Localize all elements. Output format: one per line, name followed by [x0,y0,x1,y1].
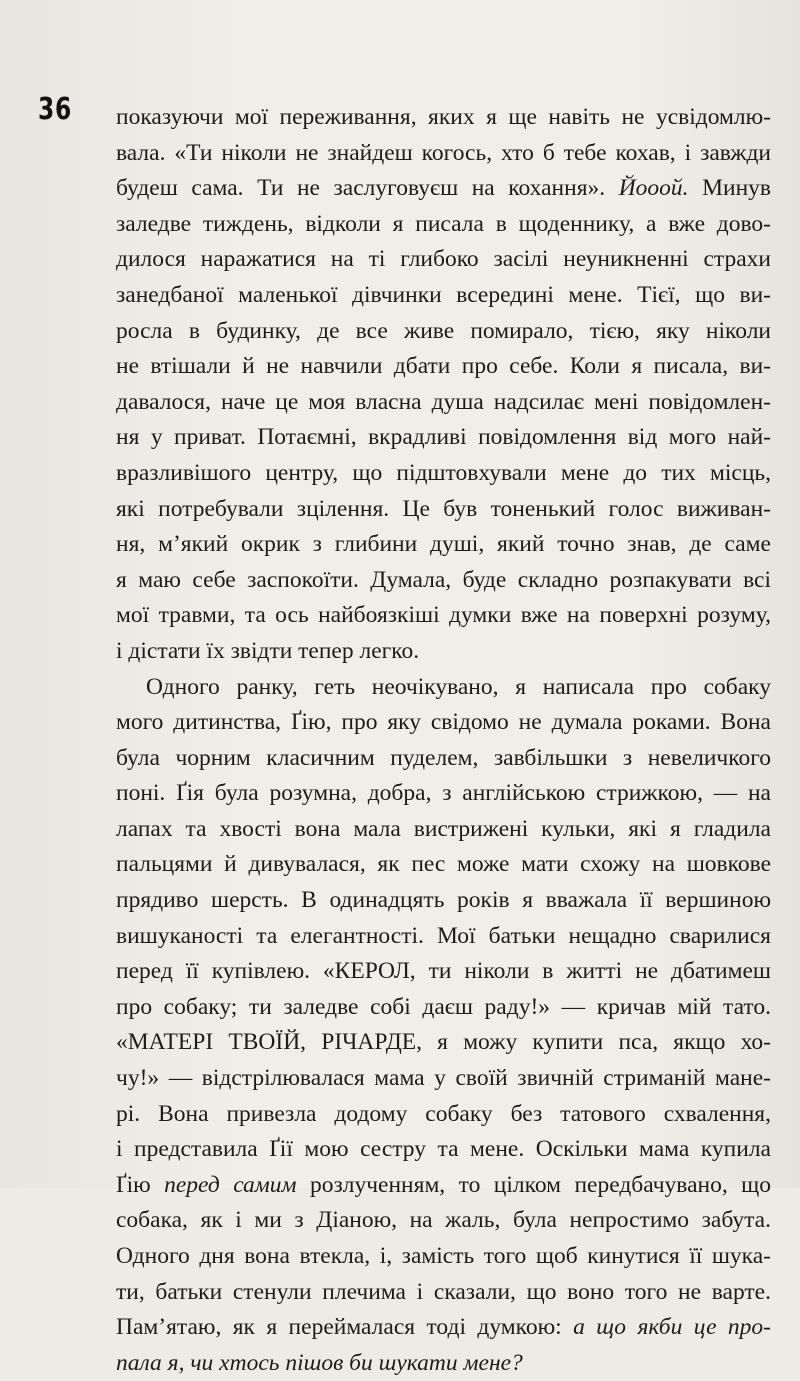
line-text: пальцями й дивувалася, як пес може мати схожу на шовкове [116,851,771,878]
line-text: які потребували зцілення. Це був тоненький голос виживан- [116,495,771,522]
line-text: я маю себе заспокоїти. Думала, буде складно розпакувати всі [116,566,771,593]
line-text: чу!» — відстрілювалася мама у своїй звичній стриманій мане- [116,1065,771,1092]
line-text: Одного дня вона втекла, і, замість того щоб кинутися її шука- [116,1243,771,1269]
text-line [116,314,771,350]
text-line [116,1061,771,1097]
line-text: Ґію [116,1171,165,1198]
text-line [116,1346,771,1381]
text-line [116,1310,771,1346]
page-number: 36 [38,92,73,127]
text-line [116,1132,771,1168]
line-text-after: розлученням, то цілком передбачувано, що [296,1171,771,1198]
text-line [116,1203,771,1239]
line-text: поні. Ґія була розумна, добра, з англійською стрижкою, — на [116,780,771,807]
line-text: будеш сама. Ти не заслуговуєш на кохання». [116,175,619,202]
text-line [116,278,771,314]
line-text: дилося наражатися на ті глибоко засілі неуникненні страхи [116,246,771,273]
text-line [116,136,771,172]
line-text: заледве тиждень, відколи я писала в щоденнику, а вже дово- [116,210,771,237]
text-line [116,1168,771,1204]
line-text: «МАТЕРІ ТВОЇЙ, РІЧАРДЕ, я можу купити пса, якщо хо- [116,1029,771,1056]
line-text: про собаку; ти заледве собі даєш раду!» — кричав мій тато. [116,993,771,1020]
text-line [116,385,771,421]
line-text: росла в будинку, де все живе помирало, тією, яку ніколи [116,317,771,344]
line-text: була чорним класичним пуделем, завбільшки з невеличкого [116,744,771,771]
text-line [116,492,771,528]
text-line [116,954,771,990]
line-text: Одного ранку, геть неочікувано, я написала про собаку [146,673,771,700]
line-text: вразливішого центру, що підштовхували мене до тих місць, [116,459,771,486]
text-line [116,634,771,670]
italic-text: а що якби це про- [573,1314,771,1341]
line-text: лапах та хвості вона мала вистрижені кульки, які я гладила [116,815,771,842]
text-line [116,1025,771,1061]
line-text: і представила Ґії мою сестру та мене. Оскільки мама купила [116,1136,771,1163]
text-line [116,883,771,919]
line-text: ня у приват. Потаємні, вкрадливі повідомлення від мого най- [116,424,771,451]
line-text: показуючи мої переживання, яких я ще навіть не усвідомлю- [116,104,771,130]
line-text: вишуканості та елегантності. Мої батьки нещадно сварилися [116,922,771,949]
line-text: ти, батьки стенули плечима і сказали, що воно того не варте. [116,1278,771,1305]
text-line [116,1239,771,1275]
italic-text: пала я, чи хтось пішов би шукати мене? [116,1349,523,1376]
text-line [116,598,771,634]
text-line [116,242,771,278]
text-line [116,847,771,883]
text-line [116,100,771,136]
text-line [116,776,771,812]
text-line [116,990,771,1026]
line-text: собака, як і ми з Діаною, на жаль, була непростимо забута. [116,1207,771,1234]
text-line [116,741,771,777]
line-text-after: Минув [688,175,771,202]
body-text [116,100,771,1381]
text-line [116,812,771,848]
line-text: вала. «Ти ніколи не знайдеш когось, хто б тебе кохав, і завжди [116,139,771,166]
text-line [116,171,771,207]
text-line [116,207,771,243]
text-line [116,456,771,492]
italic-text: перед самим [164,1171,297,1198]
line-text: прядиво шерсть. В одинадцять років я вважала її вершиною [116,887,771,914]
text-line [116,563,771,599]
text-line [116,527,771,563]
line-text: давалося, наче це моя власна душа надсилає мені повідомлен- [116,388,771,415]
text-line [116,420,771,456]
text-line [116,349,771,385]
line-text: занедбаної маленької дівчинки всередині мене. Тієї, що ви- [116,281,771,308]
line-text: і дістати їх звідти тепер легко. [116,637,420,664]
text-line [116,670,771,706]
line-text: ня, м’який окрик з глибини душі, який точно знав, де саме [116,531,771,558]
line-text: рі. Вона привезла додому собаку без татового схвалення, [116,1100,771,1127]
text-line [116,705,771,741]
italic-text: Йооой. [618,175,689,202]
text-line [116,919,771,955]
line-text: Пам’ятаю, як я переймалася тоді думкою: [116,1314,574,1341]
line-text: перед її купівлею. «КЕРОЛ, ти ніколи в житті не дбатимеш [116,958,771,985]
line-text: мого дитинства, Ґію, про яку свідомо не думала роками. Вона [116,709,771,736]
line-text: не втішали й не навчили дбати про себе. Коли я писала, ви- [116,353,771,380]
text-line [116,1097,771,1133]
text-line [116,1275,771,1311]
line-text: мої травми, та ось найбоязкіші думки вже на поверхні розуму, [116,602,771,629]
